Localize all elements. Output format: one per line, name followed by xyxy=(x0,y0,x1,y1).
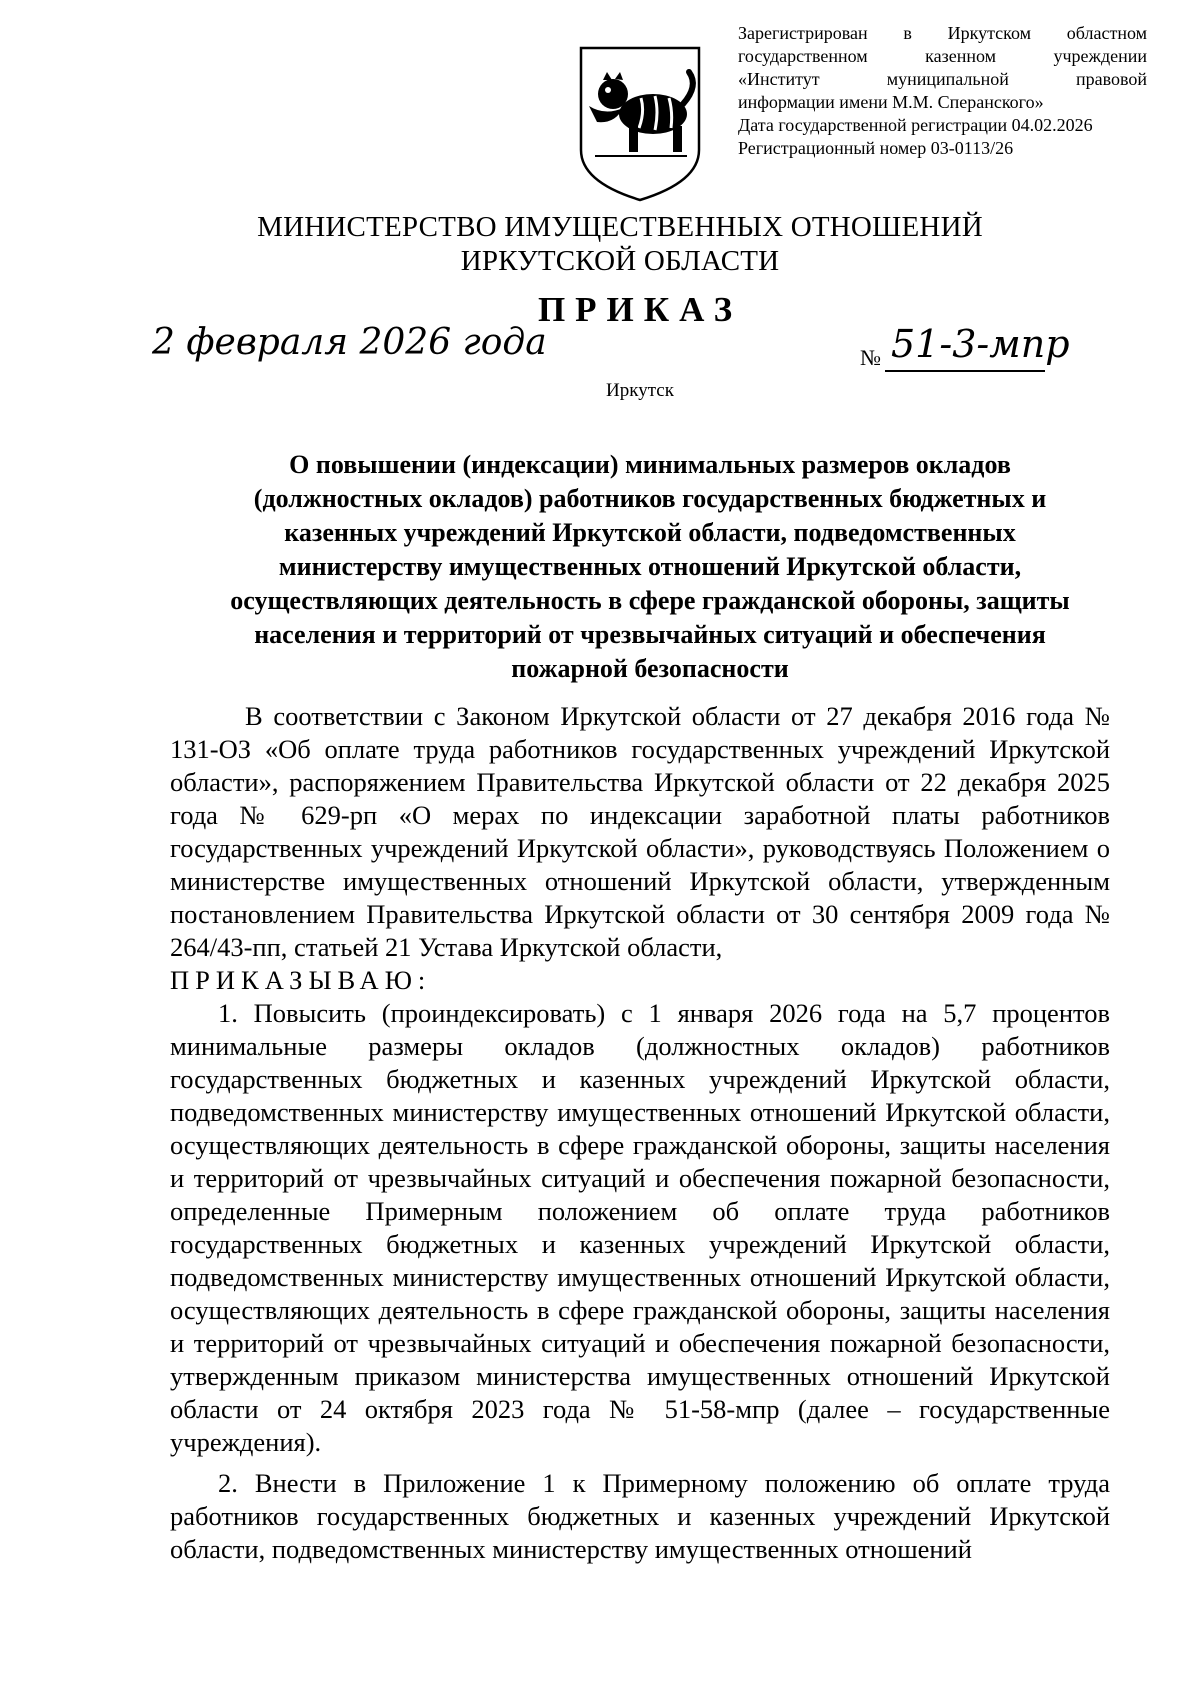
handwritten-date: 2 февраля 2026 года xyxy=(152,322,547,363)
title-line: осуществляющих деятельность в сфере гражданской обороны, защиты xyxy=(230,586,1070,615)
title-line: пожарной безопасности xyxy=(511,654,789,683)
registration-number: Регистрационный номер 03-0113/26 xyxy=(738,138,1014,158)
registration-line-2: государственном казенном учреждении xyxy=(738,46,1147,66)
document-type: ПРИКАЗ xyxy=(537,290,743,329)
registration-line-1: Зарегистрирован в Иркутском областном xyxy=(738,23,1147,43)
number-label: № xyxy=(860,345,881,370)
registration-line-4: информации имени М.М. Сперанского» xyxy=(738,92,1044,112)
title-line: (должностных окладов) работников государственных бюджетных и xyxy=(253,484,1047,513)
order-word: ПРИКАЗЫВАЮ: xyxy=(170,965,432,995)
irkutsk-coat-of-arms-icon xyxy=(575,42,705,204)
title-line: министерству имущественных отношений Иркутской области, xyxy=(278,552,1022,581)
ministry-name-line-2: ИРКУТСКОЙ ОБЛАСТИ xyxy=(460,245,780,277)
preamble-paragraph: В соответствии с Законом Иркутской области от 27 декабря 2016 года № 131-ОЗ «Об оплате труда работников государственных учреждений Иркутской области», распоряжением Правительства Иркутской области от 22 декабря 2025 года № 629-рп «О мерах по индексации заработной платы работников государственных учреждений Иркутской области», руководствуясь Положением о министерстве имущественных отношений Иркутской области, утвержденным постановлением Правительства Иркутской области от 30 сентября 2009 года № 264/43-пп, статьей 21 Устава Иркутской области, xyxy=(170,701,1110,962)
order-item-2: 2. Внести в Приложение 1 к Примерному положению об оплате труда работников государственных бюджетных и казенных учреждений Иркутской области, подведомственных министерству имущественных отношений xyxy=(170,1468,1110,1564)
ministry-name xyxy=(200,210,1040,278)
ministry-name-line-1: МИНИСТЕРСТВО ИМУЩЕСТВЕННЫХ ОТНОШЕНИЙ xyxy=(257,211,983,243)
number-underline xyxy=(885,370,1045,372)
order-item-1: 1. Повысить (проиндексировать) с 1 января 2026 года на 5,7 процентов минимальные размеры окладов (должностных окладов) работников государственных бюджетных и казенных учреждений Иркутской области, подведомственных министерству имущественных отношений Иркутской области, осуществляющих деятельность в сфере гражданской обороны, защиты населения и территорий от чрезвычайных ситуаций и обеспечения пожарной безопасности, определенные Примерным положением об оплате труда работников государственных бюджетных и казенных учреждений Иркутской области, подведомственных министерству имущественных отношений Иркутской области, осуществляющих деятельность в сфере гражданской обороны, защиты населения и территорий от чрезвычайных ситуаций и обеспечения пожарной безопасности, утвержденным приказом министерства имущественных отношений Иркутской области от 24 октября 2023 года № 51-58-мпр (далее – государственные учреждения). xyxy=(170,998,1110,1457)
title-line: О повышении (индексации) минимальных размеров окладов xyxy=(289,450,1011,479)
title-line: населения и территорий от чрезвычайных ситуаций и обеспечения xyxy=(254,620,1046,649)
city: Иркутск xyxy=(606,380,674,401)
handwritten-number: 51-3-мпр xyxy=(891,322,1070,366)
document-body xyxy=(170,700,1110,1566)
title-line: казенных учреждений Иркутской области, подведомственных xyxy=(284,518,1016,547)
registration-line-3: «Институт муниципальной правовой xyxy=(738,69,1147,89)
document-title xyxy=(195,448,1105,686)
registration-date: Дата государственной регистрации 04.02.2026 xyxy=(738,115,1093,135)
registration-stamp xyxy=(738,22,1147,160)
